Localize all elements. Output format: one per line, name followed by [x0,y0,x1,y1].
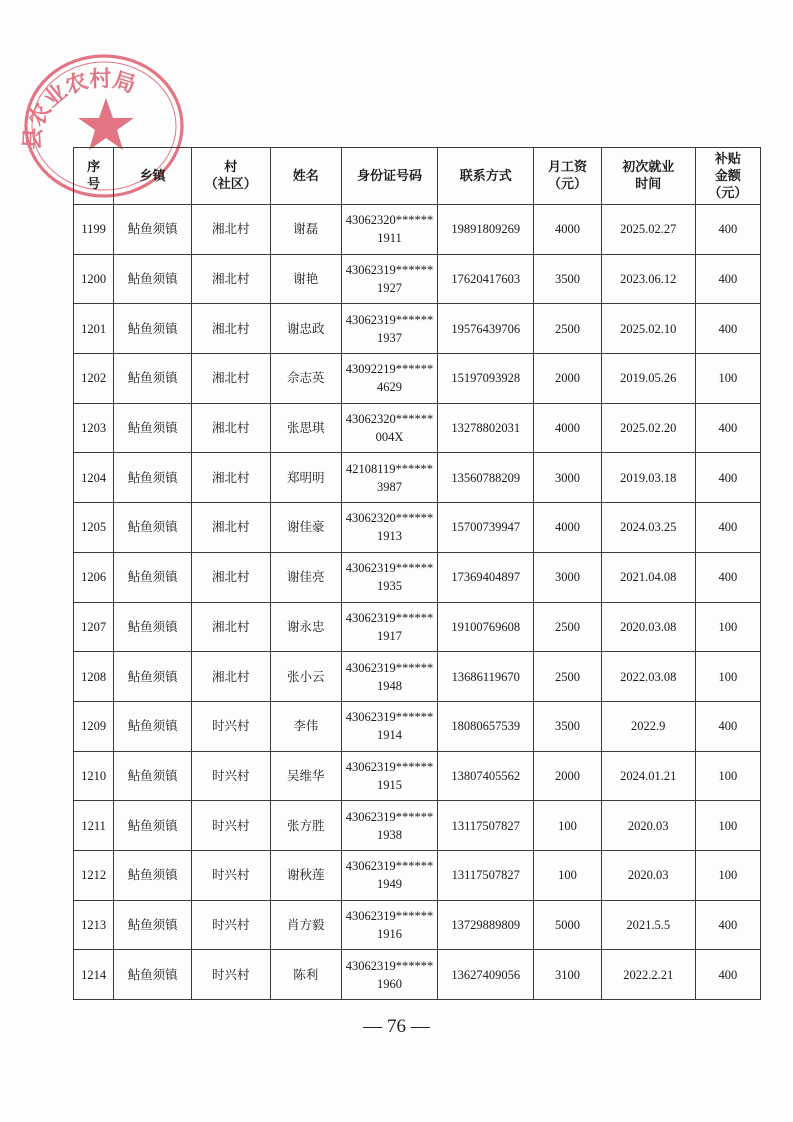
cell-first-job-date: 2024.03.25 [601,503,695,553]
cell-wage: 100 [534,801,601,851]
cell-first-job-date: 2021.5.5 [601,900,695,950]
cell-first-job-date: 2025.02.20 [601,403,695,453]
header-wage: 月工资 （元） [534,148,601,205]
cell-phone: 13278802031 [438,403,534,453]
cell-town: 鲇鱼须镇 [114,403,192,453]
cell-town: 鲇鱼须镇 [114,850,192,900]
cell-town: 鲇鱼须镇 [114,453,192,503]
cell-phone: 13686119670 [438,652,534,702]
subsidy-roster-table [73,147,761,1000]
table-row [74,503,761,553]
table-row [74,205,761,255]
header-contact: 联系方式 [438,148,534,205]
cell-town: 鲇鱼须镇 [114,602,192,652]
cell-name: 谢永忠 [270,602,341,652]
cell-subsidy-amount: 100 [695,751,760,801]
cell-phone: 17369404897 [438,552,534,602]
cell-id-number: 43062319******1915 [341,751,437,801]
seal-star-icon [78,98,134,150]
cell-town: 鲇鱼须镇 [114,652,192,702]
cell-subsidy-amount: 100 [695,602,760,652]
cell-subsidy-amount: 400 [695,453,760,503]
cell-wage: 4000 [534,403,601,453]
cell-index: 1209 [74,701,114,751]
cell-id-number: 43062319******1938 [341,801,437,851]
cell-village: 时兴村 [191,950,270,1000]
cell-town: 鲇鱼须镇 [114,900,192,950]
table-row [74,652,761,702]
cell-town: 鲇鱼须镇 [114,801,192,851]
table-row [74,751,761,801]
cell-name: 谢忠政 [270,304,341,354]
cell-first-job-date: 2020.03 [601,801,695,851]
cell-index: 1199 [74,205,114,255]
cell-wage: 3000 [534,453,601,503]
cell-subsidy-amount: 100 [695,652,760,702]
cell-id-number: 43062320******1913 [341,503,437,553]
cell-phone: 13807405562 [438,751,534,801]
cell-first-job-date: 2019.05.26 [601,354,695,404]
cell-town: 鲇鱼须镇 [114,552,192,602]
cell-index: 1200 [74,254,114,304]
cell-wage: 3000 [534,552,601,602]
cell-name: 郑明明 [270,453,341,503]
cell-phone: 15197093928 [438,354,534,404]
cell-id-number: 43062319******1948 [341,652,437,702]
cell-index: 1206 [74,552,114,602]
cell-wage: 2000 [534,354,601,404]
cell-index: 1204 [74,453,114,503]
cell-town: 鲇鱼须镇 [114,701,192,751]
table-row [74,950,761,1000]
cell-index: 1205 [74,503,114,553]
cell-name: 佘志英 [270,354,341,404]
cell-wage: 3500 [534,701,601,751]
cell-wage: 3500 [534,254,601,304]
cell-index: 1213 [74,900,114,950]
table-row [74,850,761,900]
cell-first-job-date: 2022.2.21 [601,950,695,1000]
table-row [74,552,761,602]
table-body [74,205,761,1000]
cell-phone: 15700739947 [438,503,534,553]
svg-text:县农业农村局 [20,67,138,151]
cell-phone: 17620417603 [438,254,534,304]
cell-phone: 19100769608 [438,602,534,652]
cell-wage: 4000 [534,205,601,255]
cell-village: 湘北村 [191,403,270,453]
table-row [74,900,761,950]
cell-subsidy-amount: 400 [695,304,760,354]
cell-id-number: 42108119******3987 [341,453,437,503]
cell-phone: 13560788209 [438,453,534,503]
cell-village: 时兴村 [191,850,270,900]
cell-wage: 2000 [534,751,601,801]
cell-subsidy-amount: 100 [695,850,760,900]
table-header-row [74,148,761,205]
cell-town: 鲇鱼须镇 [114,354,192,404]
cell-id-number: 43062319******1949 [341,850,437,900]
cell-name: 陈利 [270,950,341,1000]
cell-name: 张思琪 [270,403,341,453]
cell-first-job-date: 2025.02.10 [601,304,695,354]
cell-subsidy-amount: 400 [695,900,760,950]
cell-first-job-date: 2021.04.08 [601,552,695,602]
cell-village: 湘北村 [191,602,270,652]
cell-name: 张小云 [270,652,341,702]
table-row [74,403,761,453]
cell-name: 谢佳豪 [270,503,341,553]
cell-village: 湘北村 [191,354,270,404]
cell-id-number: 43062319******1937 [341,304,437,354]
cell-index: 1203 [74,403,114,453]
cell-first-job-date: 2025.02.27 [601,205,695,255]
cell-village: 时兴村 [191,751,270,801]
cell-subsidy-amount: 100 [695,354,760,404]
cell-subsidy-amount: 400 [695,701,760,751]
cell-first-job-date: 2022.9 [601,701,695,751]
cell-village: 湘北村 [191,552,270,602]
cell-name: 谢磊 [270,205,341,255]
cell-subsidy-amount: 400 [695,552,760,602]
cell-wage: 3100 [534,950,601,1000]
cell-subsidy-amount: 400 [695,503,760,553]
cell-wage: 2500 [534,602,601,652]
cell-subsidy-amount: 400 [695,403,760,453]
cell-subsidy-amount: 400 [695,254,760,304]
cell-subsidy-amount: 100 [695,801,760,851]
cell-village: 湘北村 [191,652,270,702]
cell-first-job-date: 2022.03.08 [601,652,695,702]
cell-wage: 2500 [534,304,601,354]
cell-name: 李伟 [270,701,341,751]
cell-village: 时兴村 [191,900,270,950]
cell-village: 湘北村 [191,304,270,354]
cell-town: 鲇鱼须镇 [114,254,192,304]
cell-wage: 4000 [534,503,601,553]
table-row [74,602,761,652]
seal-text: 县农业农村局 [20,66,139,151]
table-row [74,254,761,304]
cell-wage: 5000 [534,900,601,950]
cell-phone: 13117507827 [438,801,534,851]
cell-index: 1201 [74,304,114,354]
table-row [74,701,761,751]
cell-town: 鲇鱼须镇 [114,950,192,1000]
cell-name: 谢佳亮 [270,552,341,602]
header-id-number: 身份证号码 [341,148,437,205]
header-village: 村 （社区） [191,148,270,205]
cell-index: 1212 [74,850,114,900]
cell-index: 1211 [74,801,114,851]
cell-phone: 19576439706 [438,304,534,354]
cell-wage: 2500 [534,652,601,702]
cell-id-number: 43092219******4629 [341,354,437,404]
cell-wage: 100 [534,850,601,900]
cell-id-number: 43062319******1935 [341,552,437,602]
cell-index: 1208 [74,652,114,702]
cell-first-job-date: 2019.03.18 [601,453,695,503]
cell-town: 鲇鱼须镇 [114,751,192,801]
cell-phone: 19891809269 [438,205,534,255]
cell-town: 鲇鱼须镇 [114,304,192,354]
cell-phone: 18080657539 [438,701,534,751]
header-name: 姓名 [270,148,341,205]
cell-first-job-date: 2020.03 [601,850,695,900]
cell-first-job-date: 2023.06.12 [601,254,695,304]
cell-id-number: 43062319******1914 [341,701,437,751]
cell-id-number: 43062319******1960 [341,950,437,1000]
header-town: 乡镇 [114,148,192,205]
cell-name: 谢艳 [270,254,341,304]
header-first-job: 初次就业 时间 [601,148,695,205]
cell-village: 湘北村 [191,254,270,304]
header-subsidy: 补贴 金额 （元） [695,148,760,205]
cell-name: 肖方毅 [270,900,341,950]
table-row [74,453,761,503]
cell-index: 1202 [74,354,114,404]
cell-index: 1214 [74,950,114,1000]
table-row [74,304,761,354]
table-row [74,801,761,851]
header-index: 序 号 [74,148,114,205]
cell-village: 湘北村 [191,205,270,255]
cell-name: 吴维华 [270,751,341,801]
cell-id-number: 43062320******1911 [341,205,437,255]
cell-index: 1210 [74,751,114,801]
cell-name: 张方胜 [270,801,341,851]
cell-subsidy-amount: 400 [695,950,760,1000]
cell-village: 时兴村 [191,801,270,851]
table-row [74,354,761,404]
cell-id-number: 43062319******1916 [341,900,437,950]
cell-id-number: 43062319******1917 [341,602,437,652]
cell-town: 鲇鱼须镇 [114,503,192,553]
cell-town: 鲇鱼须镇 [114,205,192,255]
cell-subsidy-amount: 400 [695,205,760,255]
cell-phone: 13117507827 [438,850,534,900]
cell-id-number: 43062320******004X [341,403,437,453]
cell-first-job-date: 2020.03.08 [601,602,695,652]
cell-phone: 13627409056 [438,950,534,1000]
cell-village: 湘北村 [191,503,270,553]
cell-village: 时兴村 [191,701,270,751]
cell-index: 1207 [74,602,114,652]
cell-name: 谢秋莲 [270,850,341,900]
cell-village: 湘北村 [191,453,270,503]
cell-first-job-date: 2024.01.21 [601,751,695,801]
page-number: — 76 — [363,1016,430,1037]
cell-phone: 13729889809 [438,900,534,950]
cell-id-number: 43062319******1927 [341,254,437,304]
